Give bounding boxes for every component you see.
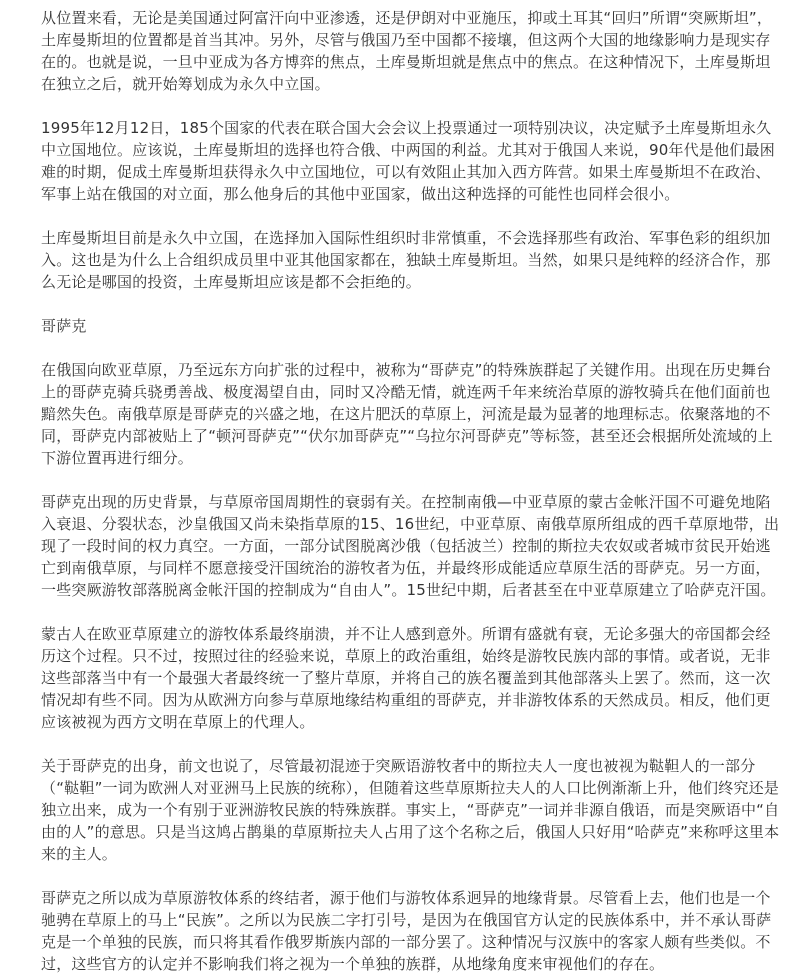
section-heading-cossacks: 哥萨克 [41,317,87,335]
paragraph-steppe-collapse: 蒙古人在欧亚草原建立的游牧体系最终崩溃，并不让人感到意外。所谓有盛就有衰，无论多强大的帝国都会经历这个过程。只不过，按照过往的经验来说，草原上的政治重组，始终是游牧民族内部的事情。或者说，无非这些部落当中有一个最强大者最终统一了整片草原，并将自己的族名覆盖到其他部落头上罢了。然而，这一次情况却有些不同。因为从欧洲方向参与草原地缘结构重组的哥萨克，并非游牧体系的天然成员。相反，他们更应该被视为西方文明在草原上的代理人。 [41,625,771,731]
paragraph-neutrality-resolution: 1995年12月12日，185个国家的代表在联合国大会会议上投票通过一项特别决议，决定赋予土库曼斯坦永久中立国地位。应该说，土库曼斯坦的选择也符合俄、中两国的利益。尤其对于俄国人来说，90年代是他们最困难的时期，促成土库曼斯坦获得永久中立国地位，可以有效阻止其加入西方阵营。如果土库曼斯坦不在政治、军事上站在俄国的对立面，那么他身后的其他中亚国家，做出这种选择的可能性也同样会很小。 [41,119,775,203]
paragraph-cossack-name: 关于哥萨克的出身，前文也说了，尽管最初混迹于突厥语游牧者中的斯拉夫人一度也被视为鞑靼人的一部分（“鞑靼”一词为欧洲人对亚洲马上民族的统称），但随着这些草原斯拉夫人的人口比例渐渐上升，他们终究还是独立出来，成为一个有别于亚洲游牧民族的特殊族群。事实上，“哥萨克”一词并非源自俄语，而是突厥语中“自由的人”的意思。只是当这鸠占鹊巢的草原斯拉夫人占用了这个名称之后，俄国人只好用“哈萨克”来称呼这里本来的主人。 [41,757,780,863]
paragraph-neutrality-policy: 土库曼斯坦目前是永久中立国，在选择加入国际性组织时非常慎重，不会选择那些有政治、军事色彩的组织加入。这也是为什么上合组织成员里中亚其他国家都在，独缺土库曼斯坦。当然，如果只是纯粹的经济合作，那么无论是哪国的投资，土库曼斯坦应该是都不会拒绝的。 [41,229,771,291]
paragraph-cossack-origins: 哥萨克出现的历史背景，与草原帝国周期性的衰弱有关。在控制南俄—中亚草原的蒙古金帐汗国不可避免地陷入衰退、分裂状态，沙皇俄国又尚未染指草原的15、16世纪，中亚草原、南俄草原所组成的西千草原地带，出现了一段时间的权力真空。一方面，一部分试图脱离沙俄（包括波兰）控制的斯拉夫农奴或者城市贫民开始逃亡到南俄草原，与同样不愿意接受汗国统治的游牧者为伍，并最终形成能适应草原生活的哥萨克。另一方面，一些突厥游牧部落脱离金帐汗国的控制成为“自由人”。15世纪中期，后者甚至在中亚草原建立了哈萨克汗国。 [41,493,780,599]
paragraph-cossack-identity: 哥萨克之所以成为草原游牧体系的终结者，源于他们与游牧体系迥异的地缘背景。尽管看上去，他们也是一个驰骋在草原上的马上“民族”。之所以为民族二字打引号，是因为在俄国官方认定的民族体系中，并不承认哥萨克是一个单独的民族，而只将其看作俄罗斯族内部的一部分罢了。这种情况与汉族中的客家人颇有些类似。不过，这些官方的认定并不影响我们将之视为一个单独的族群，从地缘角度来审视他们的存在。 [41,889,772,973]
paragraph-turkmenistan-position: 从位置来看，无论是美国通过阿富汗向中亚渗透，还是伊朗对中亚施压，抑或土耳其“回归”所谓“突厥斯坦”，土库曼斯坦的位置都是首当其冲。另外，尽管与俄国乃至中国都不接壤，但这两个大国的地缘影响力是现实存在的。也就是说，一旦中亚成为各方博弈的焦点，土库曼斯坦就是焦点中的焦点。在这种情况下，土库曼斯坦在独立之后，就开始筹划成为永久中立国。 [41,9,773,93]
paragraph-cossack-role: 在俄国向欧亚草原，乃至远东方向扩张的过程中，被称为“哥萨克”的特殊族群起了关键作用。出现在历史舞台上的哥萨克骑兵骁勇善战、极度渴望自由，同时又冷酷无情，就连两千年来统治草原的游牧骑兵在他们面前也黯然失色。南俄草原是哥萨克的兴盛之地，在这片肥沃的草原上，河流是最为显著的地理标志。依聚落地的不同，哥萨克内部被贴上了“顿河哥萨克”“伏尔加哥萨克”“乌拉尔河哥萨克”等标签，甚至还会根据所处流域的上下游位置再进行细分。 [41,361,773,467]
